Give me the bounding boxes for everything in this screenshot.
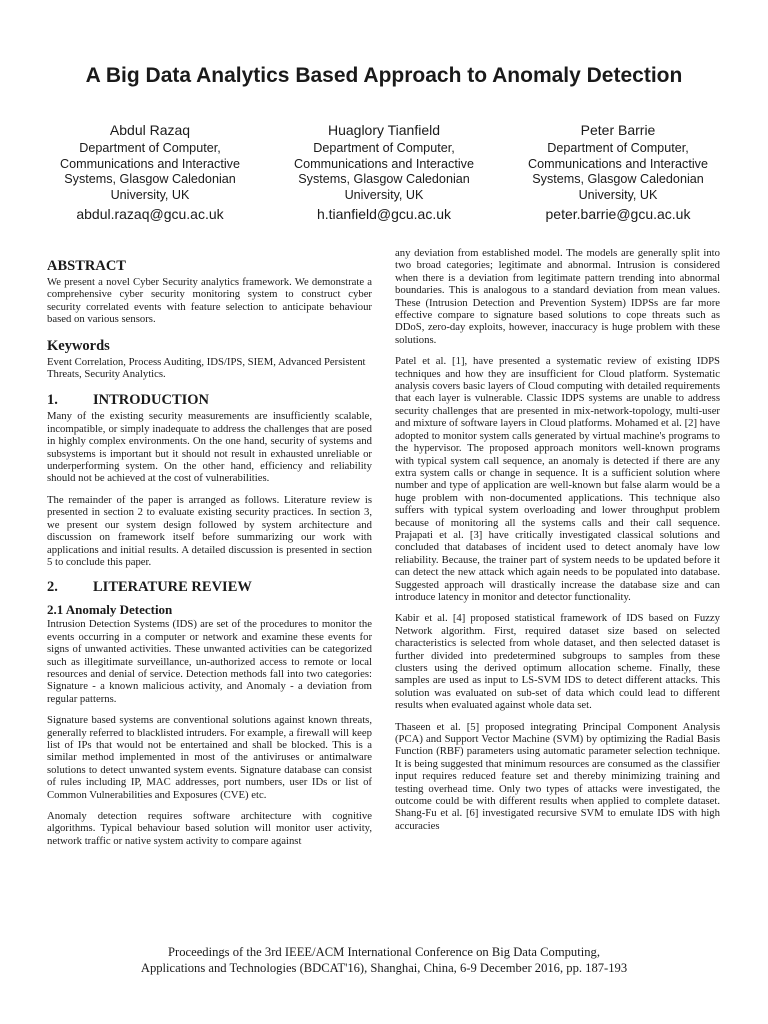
author-name: Peter Barrie (580, 122, 656, 138)
keywords-heading: Keywords (47, 337, 110, 354)
author-1 (40, 121, 260, 223)
author-email: peter.barrie@gcu.ac.uk (545, 206, 691, 222)
right-column (395, 247, 720, 841)
author-block (40, 121, 728, 223)
abstract-text: We present a novel Cyber Security analytics framework. We demonstrate a comprehensive cyber security monitoring system to construct cyber security correlated events with feature selection to anticipate behaviour based on various sensors. (47, 276, 372, 326)
author-email: h.tianfield@gcu.ac.uk (316, 206, 452, 222)
section-title: LITERATURE REVIEW (93, 579, 252, 596)
author-affiliation: Department of Computer, Communications and Interactive Systems, Glasgow Caledonian University, UK (60, 141, 240, 202)
footer-line-1: Proceedings of the 3rd IEEE/ACM International Conference on Big Data Computing, (168, 945, 600, 959)
right-paragraph-2: Patel et al. [1], have presented a systematic review of existing IDPS techniques and how they are insufficient for Cloud platform. Systematic analysis covers basic layers of Cloud computing with detailed requirements that each layer is vulnerable. Classic IDPS systems are unable to address security challenges that are presented in mix-network-topology, multi-user and mixture of software layers in Cloud platforms. Mohamed et al. [2] have adopted to monitor system calls generated by virtual machine's programs to the hypervisor. The proposed approach monitors well-known programs with typical system call sequence, an anomaly is detected if there are any extra system calls or change in sequence. It is a sufficient solution where number and type of application are well-known but false alarm would be a huge problem with non-documented applications. This technique also suffers with typical system overloading and lower throughput problem because of monitoring all the systems calls and their call sequence. Prajapati et al. [3] have critically investigated classical solutions and concluded that databases of incident used to detect anomaly have low reliability. Because, the trainer part of system needs to be updated before it can detect the new attack which again needs to be populated into database. Suggested approach will drastically increase the database size and can introduce latency in monitor and detector functionality. (395, 355, 720, 603)
intro-paragraph-1: Many of the existing security measurements are insufficiently scalable, incompatible, or simply inadequate to address the challenges that are posed in highly complex environments. On the one hand, security of systems and subsystems is important but it should not result in exhausted unreliable or underperforming system. On the other hand, efficiency and reliability should not be achieved at the cost of vulnerabilities. (47, 410, 372, 485)
author-2 (274, 121, 494, 223)
literature-paragraph-3: Anomaly detection requires software architecture with cognitive algorithms. Typical behaviour based solution will monitor user activity, network traffic or native system activity to compare against (47, 810, 372, 847)
intro-paragraph-2: The remainder of the paper is arranged as follows. Literature review is presented in section 2 to evaluate existing security practices. In section 3, we present our system design followed by system architecture and discussion on framework itself before summarizing our work with applications and initial results. A detailed discussion is presented in section 5 to conclude this paper. (47, 493, 372, 568)
keywords-text: Event Correlation, Process Auditing, IDS/IPS, SIEM, Advanced Persistent Threats, Security Analytics. (47, 355, 366, 381)
author-affiliation: Department of Computer, Communications and Interactive Systems, Glasgow Caledonian University, UK (294, 141, 474, 202)
paper-title: A Big Data Analytics Based Approach to Anomaly Detection (85, 64, 683, 87)
footer-line-2: Applications and Technologies (BDCAT'16), Shanghai, China, 6-9 December 2016, pp. 187-193 (140, 961, 628, 975)
section-number: 2. (47, 579, 58, 596)
author-name: Huaglory Tianfield (327, 122, 441, 138)
proceedings-footer (0, 944, 768, 976)
author-affiliation: Department of Computer, Communications and Interactive Systems, Glasgow Caledonian University, UK (528, 141, 708, 202)
subsection-heading: 2.1 Anomaly Detection (47, 602, 173, 618)
right-paragraph-4: Thaseen et al. [5] proposed integrating Principal Component Analysis (PCA) and Support Vector Machine (SVM) by optimizing the Radial Basis Function (RBF) parameters using automatic parameter selection technique. It is being suggested that minimum resources are consumed as the classifier input requires reduced feature set and thereby minimizing training and testing overhead time. Only two types of attacks were investigated, the outcome could be with different results when applied to complete dataset. Shang-Fu et al. [6] investigated recursive SVM to emulate IDS with high accuracies (395, 720, 720, 832)
author-name: Abdul Razaq (109, 122, 191, 138)
literature-paragraph-2: Signature based systems are conventional solutions against known threats, generally referred to blacklisted intruders. For example, a firewall will keep list of IPs that would not be entertained and shall be blocked. This is a similar method implemented in most of the antiviruses or antimalware solutions to detect unwanted system events. Signature database can consist of rules including IP, MAC addresses, port numbers, user IDs or list of Common Vulnerabilities and Exposures (CVE) etc. (47, 714, 372, 801)
right-paragraph-1: any deviation from established model. The models are generally split into two broad categories; legitimate and abnormal. Intrusion is considered when there is a deviation from legitimate pattern trending into abnormal boundaries. This is analogous to a standard deviation from mean values. These (Intrusion Detection and Prevention System) IDPSs are far more effective compare to signature based solutions to cope threats such as DDoS, zero-day exploits, however, inaccuracy is huge problem with these solutions. (395, 247, 720, 346)
author-email: abdul.razaq@gcu.ac.uk (76, 206, 224, 222)
left-column (47, 258, 372, 856)
section-title: INTRODUCTION (93, 392, 210, 409)
author-3 (508, 121, 728, 223)
intro-heading (47, 392, 372, 409)
right-paragraph-3: Kabir et al. [4] proposed statistical framework of IDS based on Fuzzy Network algorithm. First, required dataset size based on selected characteristics is selected from whole dataset, and then selected dataset is further divided into predetermined subgroups to samples from these clusters using the derived optimum allocation scheme. Finally, these samples are used as input to LS-SVM IDS to detect different attacks. This solution was evaluated on sub-set of data which could lead to different results when evaluated against whole data set. (395, 612, 720, 712)
section-number: 1. (47, 392, 58, 409)
literature-heading (47, 579, 372, 596)
abstract-heading: ABSTRACT (47, 258, 126, 274)
literature-paragraph-1: Intrusion Detection Systems (IDS) are set of the procedures to monitor the events occurring in a computer or network and examine these events for signs of unwanted activities. These unwanted activities can be categorized such as illegitimate surveillance, un-authorized access to remote or local resources and denial of service. Detection methods fall into two categories: Signature - a known malicious activity, and Anomaly - a deviation from regular patterns. (47, 618, 372, 705)
